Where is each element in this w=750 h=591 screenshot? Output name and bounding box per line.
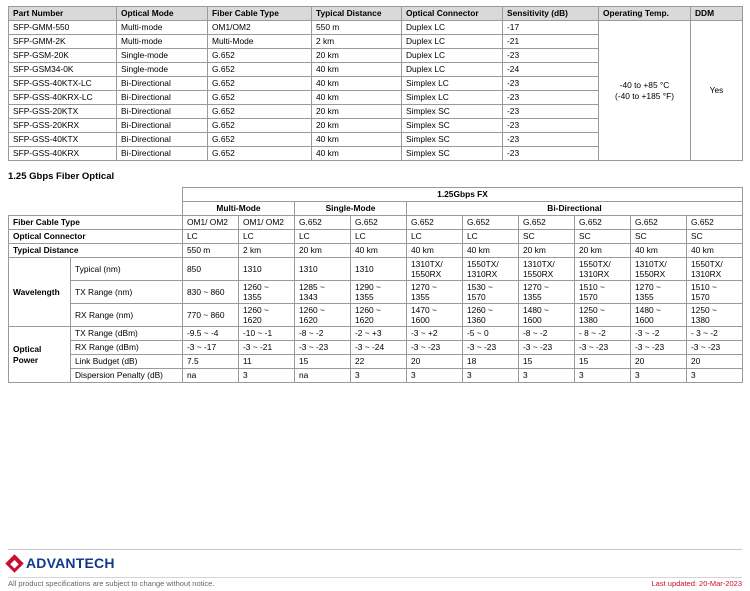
cell-value: 20 km [519,244,575,258]
cell-optical-mode: Bi-Directional [117,119,208,133]
column-header: Typical Distance [312,7,402,21]
cell-value: 1260 ~ 1620 [295,304,351,327]
sub-label-typical-nm: Typical (nm) [71,258,183,281]
cell-value: -5 ~ 0 [463,327,519,341]
empty-cell [71,202,183,216]
cell-value: 1260 ~ 1360 [463,304,519,327]
cell-optical-mode: Multi-mode [117,35,208,49]
cell-typical-distance: 40 km [312,147,402,161]
cell-fiber-cable-type: G.652 [208,77,312,91]
cell-value: 1530 ~ 1570 [463,281,519,304]
row-label-wavelength: Wavelength [9,258,71,327]
cell-value: -3 ~ -23 [519,341,575,355]
cell-optical-connector: Simplex LC [402,77,503,91]
cell-value: 18 [463,355,519,369]
sub-label-tx-range-dbm: TX Range (dBm) [71,327,183,341]
cell-fiber-cable-type: G.652 [208,133,312,147]
cell-value: G.652 [519,216,575,230]
cell-optical-mode: Multi-mode [117,21,208,35]
cell-value: 3 [687,369,743,383]
cell-part-number: SFP-GMM-550 [9,21,117,35]
cell-sensitivity: -23 [503,147,599,161]
cell-value: 1285 ~ 1343 [295,281,351,304]
cell-part-number: SFP-GSS-40KTX [9,133,117,147]
cell-optical-mode: Bi-Directional [117,105,208,119]
cell-value: SC [519,230,575,244]
cell-optical-connector: Simplex SC [402,119,503,133]
cell-optical-connector: Duplex LC [402,21,503,35]
cell-fiber-cable-type: G.652 [208,63,312,77]
cell-sensitivity: -23 [503,105,599,119]
cell-value: -2 ~ +3 [351,327,407,341]
table-row-dispersion-penalty [9,369,743,383]
cell-value: 1310 [239,258,295,281]
cell-value: -3 ~ -17 [183,341,239,355]
cell-typical-distance: 40 km [312,91,402,105]
cell-value: OM1/ OM2 [183,216,239,230]
cell-value: -3 ~ -23 [463,341,519,355]
table-row-groups [9,202,743,216]
empty-cell [9,188,71,202]
table-row-fiber-cable-type [9,216,743,230]
sub-label-rx-range-dbm: RX Range (dBm) [71,341,183,355]
column-header: Part Number [9,7,117,21]
row-label-typical-distance: Typical Distance [9,244,183,258]
cell-part-number: SFP-GSS-20KTX [9,105,117,119]
cell-value: 1270 ~ 1355 [631,281,687,304]
cell-value: OM1/ OM2 [239,216,295,230]
sub-label-dispersion-penalty: Dispersion Penalty (dB) [71,369,183,383]
cell-value: LC [407,230,463,244]
cell-value: 3 [463,369,519,383]
cell-typical-distance: 40 km [312,133,402,147]
sfp-part-number-table [8,6,743,161]
cell-optical-mode: Bi-Directional [117,133,208,147]
cell-value: 830 ~ 860 [183,281,239,304]
section-title: 1.25 Gbps Fiber Optical [8,171,115,182]
cell-value: na [295,369,351,383]
cell-sensitivity: -24 [503,63,599,77]
cell-value: 1270 ~ 1355 [519,281,575,304]
brand-name: ADVANTECH [26,555,115,571]
cell-sensitivity: -23 [503,91,599,105]
cell-optical-connector: Duplex LC [402,35,503,49]
table-row-optical-power-rx [9,341,743,355]
cell-value: -3 ~ -23 [575,341,631,355]
empty-cell [9,202,71,216]
cell-sensitivity: -23 [503,119,599,133]
cell-value: SC [575,230,631,244]
cell-part-number: SFP-GMM-2K [9,35,117,49]
cell-value: 22 [351,355,407,369]
empty-cell [71,188,183,202]
cell-typical-distance: 20 km [312,119,402,133]
cell-value: 15 [519,355,575,369]
table-row-wavelength-tx [9,281,743,304]
cell-value: 20 [407,355,463,369]
page-footer [0,549,750,591]
cell-typical-distance: 550 m [312,21,402,35]
cell-value: LC [239,230,295,244]
cell-value: G.652 [351,216,407,230]
cell-fiber-cable-type: G.652 [208,49,312,63]
cell-value: 550 m [183,244,239,258]
cell-value: 1550TX/ 1310RX [575,258,631,281]
fiber-optical-spec-table [8,187,743,383]
table-row [9,21,743,35]
group-single-mode: Single-Mode [295,202,407,216]
group-multi-mode: Multi-Mode [183,202,295,216]
cell-value: 3 [631,369,687,383]
cell-sensitivity: -23 [503,49,599,63]
cell-sensitivity: -21 [503,35,599,49]
cell-value: 770 ~ 860 [183,304,239,327]
cell-optical-mode: Bi-Directional [117,147,208,161]
cell-optical-connector: Simplex LC [402,91,503,105]
row-label-fiber-cable-type: Fiber Cable Type [9,216,183,230]
table-row-optical-power-tx [9,327,743,341]
cell-value: 20 km [295,244,351,258]
cell-part-number: SFP-GSS-40KRX [9,147,117,161]
cell-typical-distance: 2 km [312,35,402,49]
cell-optical-connector: Duplex LC [402,63,503,77]
cell-value: -8 ~ -2 [519,327,575,341]
cell-fiber-cable-type: G.652 [208,119,312,133]
cell-value: 3 [239,369,295,383]
cell-value: 1290 ~ 1355 [351,281,407,304]
cell-optical-connector: Simplex SC [402,133,503,147]
header-1-25gbps-fx: 1.25Gbps FX [183,188,743,202]
cell-value: na [183,369,239,383]
sub-label-tx-range-nm: TX Range (nm) [71,281,183,304]
column-header: Optical Connector [402,7,503,21]
cell-sensitivity: -23 [503,77,599,91]
cell-value: 15 [575,355,631,369]
cell-value: 2 km [239,244,295,258]
cell-fiber-cable-type: OM1/OM2 [208,21,312,35]
last-updated-text: Last updated: 20-Mar-2023 [651,579,742,588]
cell-value: G.652 [295,216,351,230]
cell-ddm: Yes [691,21,743,161]
table-row-typical-distance [9,244,743,258]
cell-sensitivity: -17 [503,21,599,35]
optical-power-line1: Optical [13,343,42,354]
cell-value: 40 km [631,244,687,258]
cell-value: 20 km [575,244,631,258]
cell-value: -8 ~ -2 [295,327,351,341]
cell-value: G.652 [687,216,743,230]
sub-label-link-budget: Link Budget (dB) [71,355,183,369]
advantech-logo [8,555,115,571]
cell-value: 40 km [351,244,407,258]
cell-value: 1550TX/ 1310RX [463,258,519,281]
cell-value: 1260 ~ 1620 [351,304,407,327]
row-label-optical-connector: Optical Connector [9,230,183,244]
cell-part-number: SFP-GSS-40KTX-LC [9,77,117,91]
column-header: Operating Temp. [599,7,691,21]
cell-optical-mode: Bi-Directional [117,77,208,91]
cell-value: 1310 [295,258,351,281]
cell-value: G.652 [407,216,463,230]
cell-fiber-cable-type: Multi-Mode [208,35,312,49]
cell-operating-temp [599,21,691,161]
cell-value: 1310TX/ 1550RX [631,258,687,281]
cell-value: 3 [351,369,407,383]
cell-typical-distance: 40 km [312,77,402,91]
cell-value: 1310TX/ 1550RX [519,258,575,281]
optical-power-line2: Power [13,354,39,365]
cell-value: -3 ~ -21 [239,341,295,355]
cell-value: - 8 ~ -2 [575,327,631,341]
cell-part-number: SFP-GSS-20KRX [9,119,117,133]
cell-value: 7.5 [183,355,239,369]
cell-fiber-cable-type: G.652 [208,91,312,105]
group-bi-directional: Bi-Directional [407,202,743,216]
cell-typical-distance: 20 km [312,105,402,119]
cell-value: 1250 ~ 1380 [687,304,743,327]
cell-typical-distance: 40 km [312,63,402,77]
cell-value: 1470 ~ 1600 [407,304,463,327]
operating-temp-line1: -40 to +85 °C [619,79,670,90]
cell-value: -3 ~ -23 [687,341,743,355]
cell-value: 3 [519,369,575,383]
cell-value: 20 [687,355,743,369]
cell-fiber-cable-type: G.652 [208,147,312,161]
column-header: Fiber Cable Type [208,7,312,21]
cell-part-number: SFP-GSS-40KRX-LC [9,91,117,105]
cell-value: 1310 [351,258,407,281]
cell-value: -3 ~ -23 [631,341,687,355]
cell-value: -9.5 ~ -4 [183,327,239,341]
cell-value: -3 ~ -23 [295,341,351,355]
sub-label-rx-range-nm: RX Range (nm) [71,304,183,327]
column-header: Optical Mode [117,7,208,21]
cell-optical-mode: Single-mode [117,63,208,77]
cell-fiber-cable-type: G.652 [208,105,312,119]
cell-value: LC [351,230,407,244]
cell-typical-distance: 20 km [312,49,402,63]
cell-value: 20 [631,355,687,369]
cell-value: LC [295,230,351,244]
table-row-link-budget [9,355,743,369]
cell-optical-mode: Bi-Directional [117,91,208,105]
cell-value: 850 [183,258,239,281]
cell-value: -3 ~ -23 [407,341,463,355]
cell-value: -10 ~ -1 [239,327,295,341]
cell-value: -3 ~ -24 [351,341,407,355]
cell-value: 40 km [407,244,463,258]
cell-value: 1510 ~ 1570 [687,281,743,304]
table-row-optical-connector [9,230,743,244]
cell-optical-connector: Duplex LC [402,49,503,63]
cell-value: LC [183,230,239,244]
cell-value: 15 [295,355,351,369]
cell-value: 40 km [687,244,743,258]
row-label-optical-power [9,327,71,383]
cell-value: 1550TX/ 1310RX [687,258,743,281]
cell-value: 3 [407,369,463,383]
cell-value: 1480 ~ 1600 [519,304,575,327]
cell-value: -3 ~ +2 [407,327,463,341]
advantech-diamond-icon [5,554,23,572]
cell-value: 1310TX/ 1550RX [407,258,463,281]
cell-value: 3 [575,369,631,383]
cell-value: - 3 ~ -2 [687,327,743,341]
cell-value: SC [631,230,687,244]
cell-optical-connector: Simplex SC [402,105,503,119]
column-header: DDM [691,7,743,21]
cell-part-number: SFP-GSM34-0K [9,63,117,77]
cell-sensitivity: -23 [503,133,599,147]
cell-value: -3 ~ -2 [631,327,687,341]
operating-temp-line2: (-40 to +185 °F) [615,90,674,101]
table-header-row [9,7,743,21]
table-row-wavelength-typical [9,258,743,281]
cell-value: LC [463,230,519,244]
cell-value: SC [687,230,743,244]
cell-value: G.652 [463,216,519,230]
cell-value: 1270 ~ 1355 [407,281,463,304]
cell-optical-connector: Simplex SC [402,147,503,161]
table-row-top-header [9,188,743,202]
cell-value: 40 km [463,244,519,258]
cell-value: G.652 [575,216,631,230]
cell-value: 1260 ~ 1355 [239,281,295,304]
table-row-wavelength-rx [9,304,743,327]
cell-value: 1250 ~ 1380 [575,304,631,327]
cell-value: 1510 ~ 1570 [575,281,631,304]
column-header: Sensitivity (dB) [503,7,599,21]
cell-optical-mode: Single-mode [117,49,208,63]
cell-value: 1480 ~ 1600 [631,304,687,327]
cell-value: 11 [239,355,295,369]
cell-value: G.652 [631,216,687,230]
disclaimer-text: All product specifications are subject to change without notice. [8,579,215,588]
cell-part-number: SFP-GSM-20K [9,49,117,63]
cell-value: 1260 ~ 1620 [239,304,295,327]
